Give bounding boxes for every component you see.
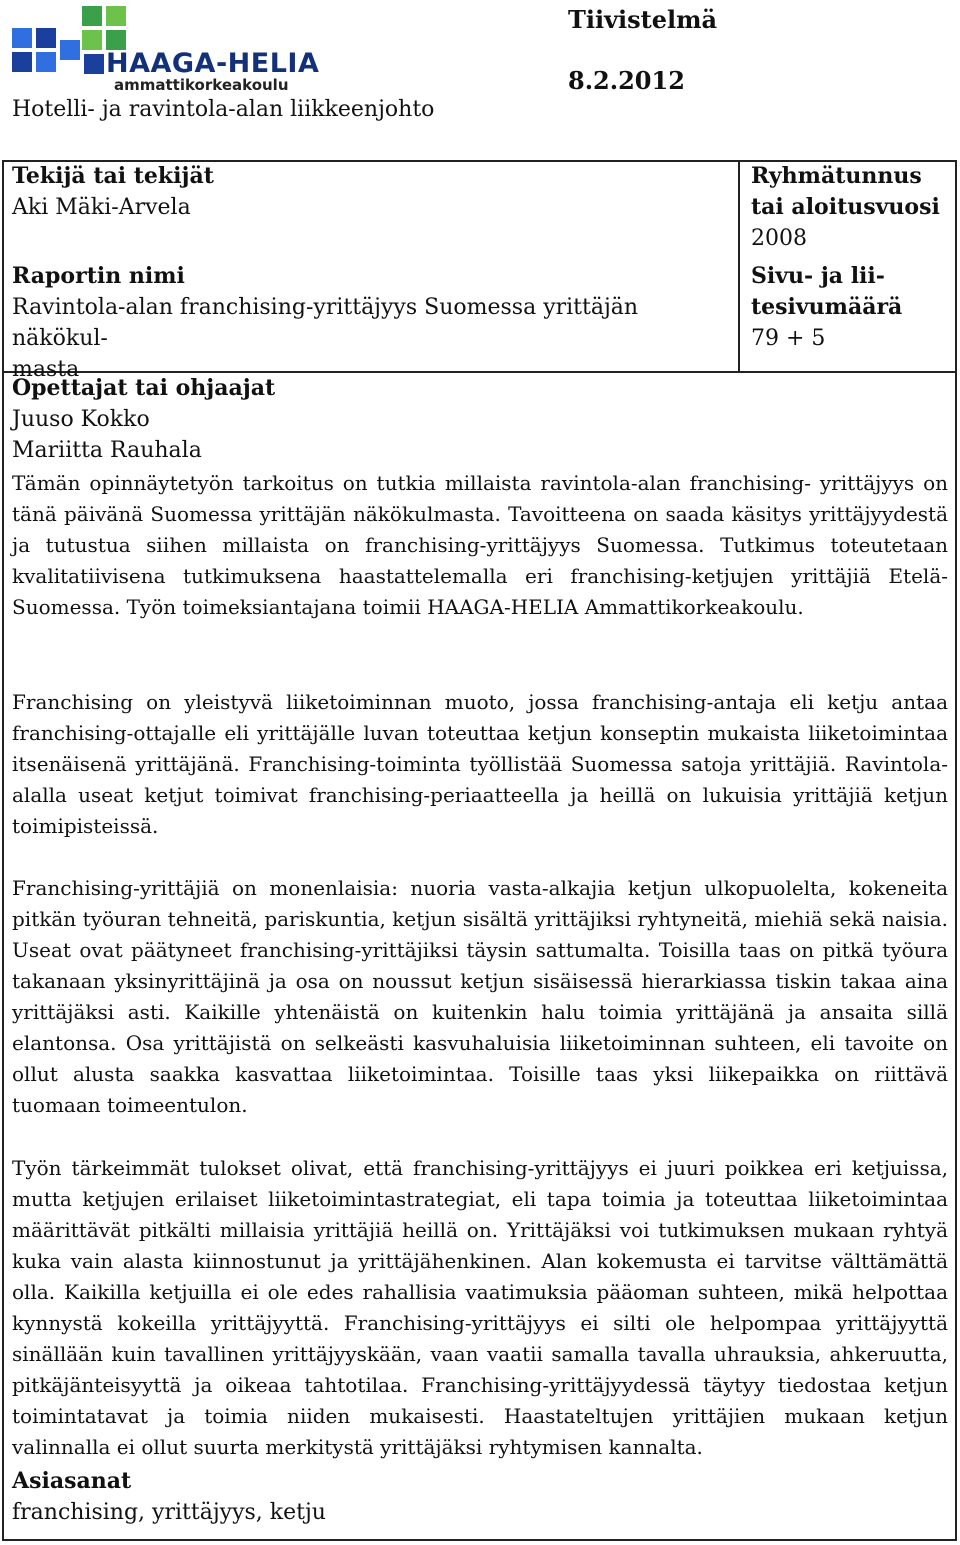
teacher-name: Mariitta Rauhala [12, 438, 202, 463]
abstract-paragraph: Franchising-yrittäjiä on monenlaisia: nuoria vasta-alkajia ketjun ulkopuolelta, kokeneita pitkän työuran tehneitä, pariskuntia, ketjun sisältä yrittäjiksi ryhtyneitä, miehiä sekä naisia. Useat ovat päätyneet franchising-yrittäjiksi täysin sattumalta. Toisilla taas on pitkä työura takanaan yksinyrittäjinä ja osa on noussut ketjun sisäisessä hierarkiassa tiskin takaa aina yrittäjäksi asti. Kaikille yhtenäistä on kuitenkin halu toimia yrittäjänä ja ansaita sillä elantonsa. Osa yrittäjistä on selkeästi kasvuhaluisia liiketoiminnan suhteen, eli tavoite on ollut alusta saakka kasvattaa liiketoimintaa. Toisille taas yksi liikepaikka on riittävä tuomaan toimeentulon. [12, 876, 948, 1117]
logo-square [36, 52, 56, 72]
logo-subtitle: ammattikorkeakoulu [114, 76, 289, 94]
logo-wordmark: HAAGA-HELIA [106, 48, 320, 79]
report-title-block [12, 261, 732, 385]
logo-square [84, 54, 104, 74]
keywords-label: Asiasanat [12, 1468, 132, 1494]
abstract-paragraph: Tämän opinnäytetyön tarkoitus on tutkia millaista ravintola-alan franchising- yrittäjyys on tänä päivänä Suomessa yrittäjän näkökulmasta. Tavoitteena on saada käsitys yrittäjyydestä ja tutustua siihen millaista on franchising-yrittäjyys Suomessa. Tutkimus toteutetaan kvalitatiivisena tutkimuksena haastattelemalla eri franchising-ketjujen yrittäjiä Etelä-Suomessa. Työn toimeksiantajana toimii HAAGA-HELIA Ammattikorkeakoulu. [12, 471, 948, 619]
pages-value: 79 + 5 [751, 326, 826, 351]
abstract-paragraph: Franchising on yleistyvä liiketoiminnan muoto, jossa franchising-antaja eli ketju antaa franchising-ottajalle eli yrittäjälle luvan toteuttaa ketjun konseptin mukaista liiketoimintaa itsenäisenä yrittäjänä. Franchising-toiminta työllistää Suomessa satoja yrittäjiä. Ravintola-alalla useat ketjut toimivat franchising-periaatteella ja heillä on lukuisia yrittäjiä ketjun toimipisteissä. [12, 690, 948, 838]
logo-square [12, 28, 32, 48]
group-label-line: tai aloitusvuosi [751, 194, 940, 220]
group-value: 2008 [751, 226, 807, 251]
group-block [751, 161, 951, 254]
keywords-value: franchising, yrittäjyys, ketju [12, 1500, 326, 1525]
abstract-paragraph: Työn tärkeimmät tulokset olivat, että franchising-yrittäjyys ei juuri poikkea eri ketjuissa, mutta ketjujen erilaiset liiketoimintastrategiat, eli tapa toimia ja toteuttaa liiketoimintaa määrittävät pitkälti millaisia yrittäjiä heillä on. Yrittäjäksi voi tutkimuksen mukaan ryhtyä kuka vain alasta kiinnostunut ja yrittäjähenkinen. Alan kokemusta ei tarvitse välttämättä olla. Kaikilla ketjuilla ei ole edes rahallisia vaatimuksia pääoman suhteen, mikä helpottaa kynnystä kokeilla yrittäjyyttä. Franchising-yrittäjyys ei silti ole helpompaa yrittäjyyttä sinällään kuin tavallinen yrittäjyyskään, vaan vaatii samalla tavalla uhrauksia, ahkeruutta, pitkäjänteisyyttä ja oikeaa tahtotilaa. Franchising-yrittäjyydessä täytyy tiedostaa ketjun toimintatavat ja toimia niiden mukaisesti. Haastateltujen yrittäjien mukaan ketjun valinnalla ei ollut suurta merkitystä yrittäjäksi ryhtymisen kannalta. [12, 1156, 948, 1459]
pages-block [751, 261, 951, 354]
authors-block [12, 161, 732, 223]
logo-square [106, 30, 126, 50]
logo-square [82, 6, 102, 26]
report-title-label: Raportin nimi [12, 263, 185, 289]
haaga-helia-logo [12, 4, 332, 94]
document-type: Tiivistelmä [568, 5, 718, 34]
logo-square [106, 6, 126, 26]
pages-label-line: Sivu- ja lii- [751, 263, 885, 289]
logo-square [60, 40, 80, 60]
document-date: 8.2.2012 [568, 66, 685, 95]
logo-square [82, 30, 102, 50]
report-title-line: masta [12, 357, 80, 382]
group-label-line: Ryhmätunnus [751, 163, 922, 189]
pages-label-line: tesivumäärä [751, 294, 903, 320]
teacher-name: Juuso Kokko [12, 407, 150, 432]
degree-programme: Hotelli- ja ravintola-alan liikkeenjohto [12, 97, 435, 122]
keywords-block [12, 1466, 912, 1528]
authors-value: Aki Mäki-Arvela [12, 195, 191, 220]
logo-square [36, 28, 56, 48]
authors-label: Tekijä tai tekijät [12, 163, 214, 189]
teachers-block [12, 373, 732, 466]
logo-square [12, 52, 32, 72]
column-divider [738, 160, 740, 372]
report-title-line: Ravintola-alan franchising-yrittäjyys Suomessa yrittäjän näkökul- [12, 295, 639, 351]
teachers-label: Opettajat tai ohjaajat [12, 375, 276, 401]
